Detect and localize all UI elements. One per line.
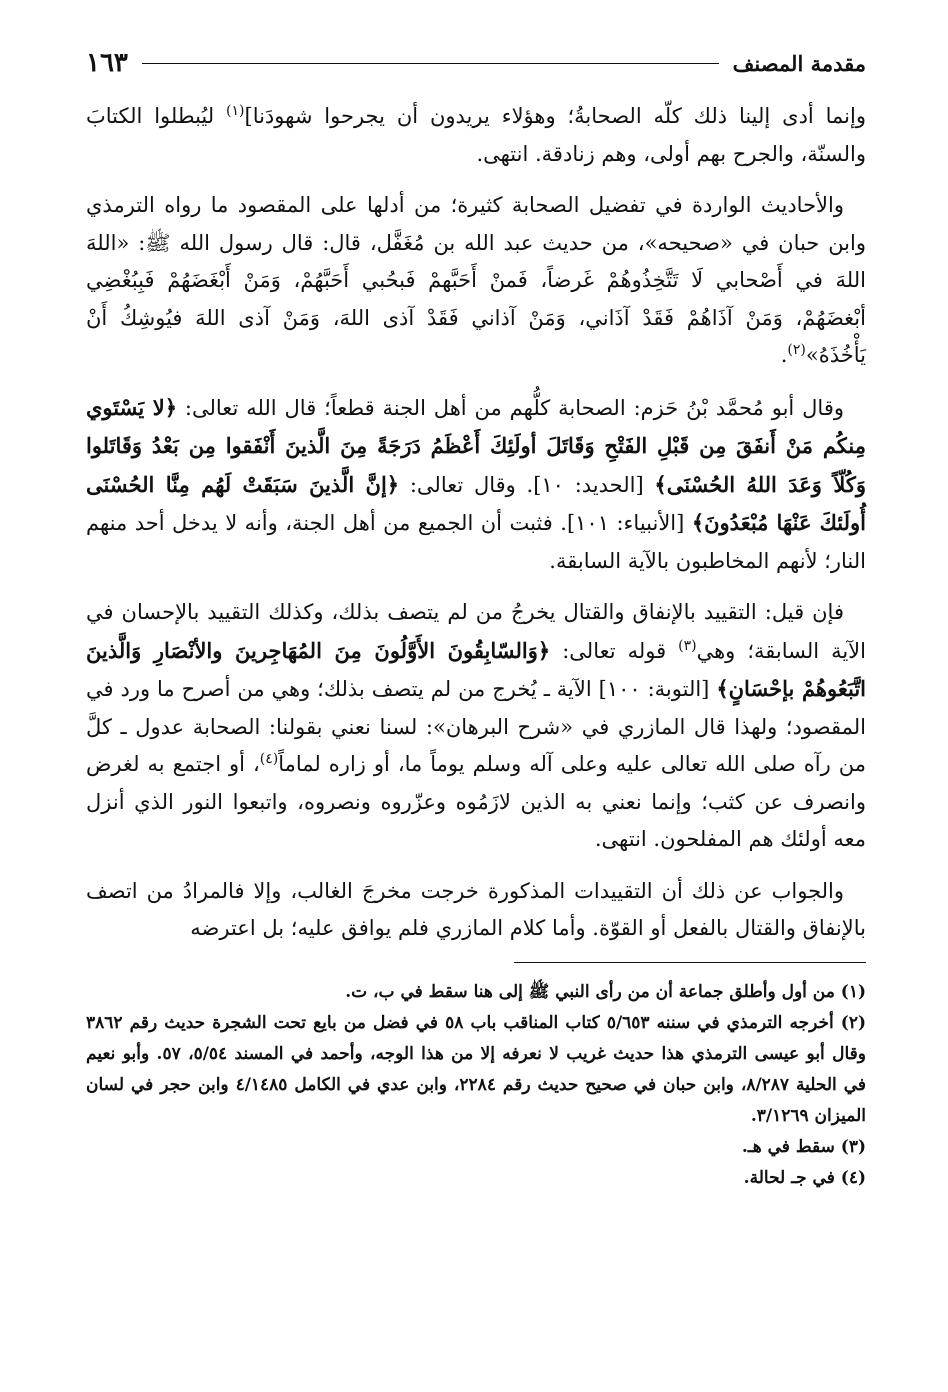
paragraph-1-text-b: ليُبطلوا الكتابَ والسنّة، والجرح بهم أولى، وهم زنادقة. انتهى. <box>86 104 866 166</box>
paragraph-3 <box>86 389 866 581</box>
paragraph-5-text-a: والجواب عن ذلك أن التقييدات المذكورة خرجت مخرجَ الغالب، وإلا فالمرادُ من اتصف بالإنفاق والقتال بالفعل أو القوّة. وأما كلام المازري فلم يوافق عليه؛ بل اعترضه <box>86 878 866 940</box>
paragraph-1-text-a: وإنما أدى إلينا ذلك كلّه الصحابةُ؛ وهؤلاء يريدون أن يجرحوا شهودَنا] <box>244 104 866 128</box>
paragraph-3-text-a: وقال أبو مُحمَّد بْنُ حَزم: الصحابة كلُّهم من أهل الجنة قطعاً؛ قال الله تعالى: <box>177 395 844 420</box>
footnote-1: (١) من أول وأطلق جماعة أن من رأى النبي ﷺ إلى هنا سقط في ب، ت. <box>345 981 866 1002</box>
running-title: مقدمة المصنف <box>732 50 866 76</box>
footnote-ref-3: (٣) <box>678 637 697 654</box>
paragraph-4-text-a: فإن قيل: التقييد بالإنفاق والقتال يخرجُ من لم يتصف بذلك، وكذلك التقييد بالإحسان في الآية السابقة؛ وهي <box>86 600 866 663</box>
page-header <box>86 44 866 82</box>
footnote-ref-1: (١) <box>226 103 245 119</box>
paragraph-2 <box>86 187 866 375</box>
footnote-3: (٣) سقط في هـ. <box>741 1136 866 1157</box>
paragraph-3-text-b: [الحديد: ١٠]. وقال تعالى: <box>399 472 655 497</box>
main-text <box>86 98 866 948</box>
footnote-ref-2: (٢) <box>787 342 806 358</box>
paragraph-5 <box>86 873 866 948</box>
footnote-2: (٢) أخرجه الترمذي في سننه ٥/٦٥٣ كتاب المناقب باب ٥٨ في فضل من بايع تحت الشجرة حديث رقم ٣٨٦٢ وقال أبو عيسى الترمذي هذا حديث غريب لا نعرفه إلا من هذا الوجه، وأحمد في المسند ٥/٥٤، ٥٧. وأبو نعيم في الحلية ٨/٢٨٧، وابن حبان في صحيح حديث رقم ٢٢٨٤، وابن عدي في الكامل ٤/١٤٨٥ وابن حجر في لسان الميزان ٣/١٢٦٩. <box>86 1012 866 1126</box>
paragraph-1 <box>86 98 866 173</box>
page-number: ١٦٣ <box>86 48 128 78</box>
quran-verse-anbiya: ﴿إنَّ الَّذينَ سَبَقَتْ لَهُم مِنَّا الحُسْنَى أُولَئكَ عَنْهَا مُبْعَدُونَ﴾ <box>86 471 866 535</box>
paragraph-3-text-c: [الأنبياء: ١٠١]. فثبت أن الجميع من أهل الجنة، وأنه لا يدخل أحد منهم النار؛ لأنهم المخاطبون بالآية السابقة. <box>86 511 866 573</box>
paragraph-4-text-c: [التوبة: ١٠٠] الآية ـ يُخرج من لم يتصف بذلك؛ وهي من أصرح ما ورد في المقصود؛ ولهذا قال المازري في «شرح البرهان»: لسنا نعني بقولنا: الصحابة عدول ـ كلَّ من رآه صلى الله تعالى عليه وعلى آله وسلم يوماً ما، أو زاره لماماً <box>86 677 866 776</box>
quran-verse-hadid: ﴿لا يَسْتَوي مِنكُم مَنْ أَنفَقَ مِن قَبْلِ الفَتْحِ وَقَاتَلَ أولَئِكَ أَعْظَمُ دَرَجَةً مِنَ الَّذينَ أَنْفَقوا مِن بَعْدُ وَقَاتَلوا وَكُلّاً وَعَدَ اللهُ الحُسْنَى﴾ <box>86 394 866 497</box>
paragraph-4-text-b: قوله تعالى: <box>550 638 679 663</box>
header-rule <box>142 63 719 64</box>
footnote-4: (٤) في جـ لحالة. <box>743 1167 866 1188</box>
paragraph-2-text-b: . <box>780 343 788 367</box>
paragraph-4-text-d: ، أو اجتمع به لغرض وانصرف عن كثب؛ وإنما نعني به الذين لازَمُوه وعزّروه ونصروه، واتبعوا النور الذي أنزل معه أولئك هم المفلحون. انتهى. <box>86 752 867 851</box>
paragraph-4 <box>86 594 866 859</box>
book-page <box>86 44 866 1364</box>
footnotes <box>86 977 866 1194</box>
footnote-ref-4: (٤) <box>259 751 279 767</box>
footnote-rule <box>514 962 866 963</box>
paragraph-2-text-a: والأحاديث الواردة في تفضيل الصحابة كثيرة؛ من أدلها على المقصود ما رواه الترمذي وابن حبان في «صحيحه»، من حديث عبد الله بن مُغَفَّل، قال: قال رسول الله ﷺ: «اللهَ اللهَ في أَصْحابي لَا تَتَّخِذُوهُمْ غَرضاً، فَمنْ أَحَبَّهمْ فَبحُبي أَحَبَّهُمْ، وَمَنْ أَبْغَضَهُمْ فَبِبُغْضِي أبْغضَهُمْ، وَمَنْ آذَاهُمْ فَقَدْ آذَاني، وَمَنْ آذاني فَقَدْ آذى اللهَ، وَمَنْ آذى اللهَ فيُوشِكُ أَنْ يَأْخُذَهُ» <box>86 193 866 367</box>
quran-verse-tawba: ﴿وَالسّابِقُونَ الأَوَّلُونَ مِنَ المُهَاجِرينَ والأنْصَارِ وَالَّذينَ اتَّبَعُوهُمْ بإحْسَانٍ﴾ <box>86 637 867 701</box>
